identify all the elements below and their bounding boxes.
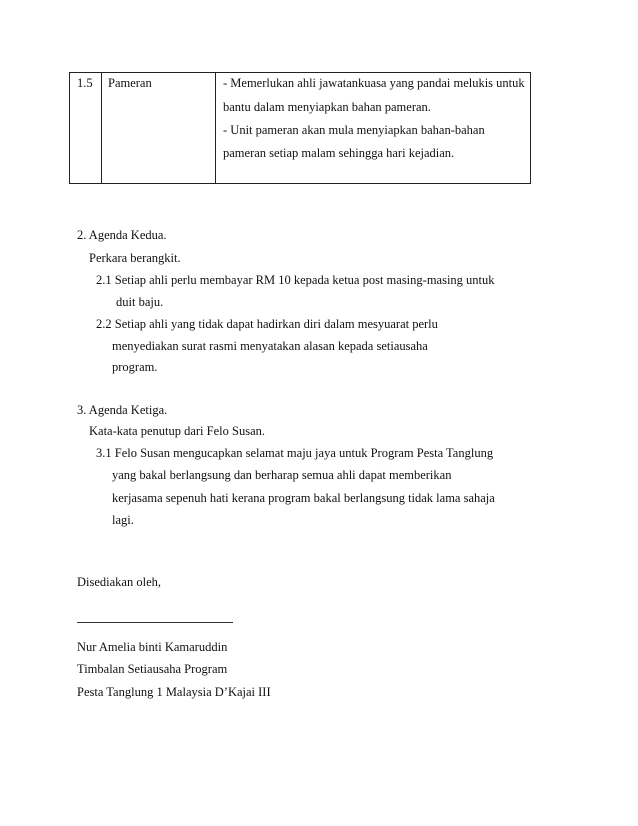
signature-line [77, 622, 233, 623]
agenda-3-item-1-cont: lagi. [112, 513, 134, 527]
agenda-2-item-2: 2.2 Setiap ahli yang tidak dapat hadirkan diri dalam mesyuarat perlu [96, 317, 438, 331]
table-cell-item [101, 73, 216, 183]
table-cell-details [216, 73, 530, 183]
detail-line: - Unit pameran akan mula menyiapkan bahan-bahan [223, 123, 485, 137]
detail-line: - Memerlukan ahli jawatankuasa yang pandai melukis untuk [223, 76, 525, 90]
agenda-3-heading: 3. Agenda Ketiga. [77, 403, 168, 417]
row-number: 1.5 [77, 76, 93, 90]
agenda-2-item-2-cont: menyediakan surat rasmi menyatakan alasan kepada setiausaha [112, 339, 428, 353]
signer-name: Nur Amelia binti Kamaruddin [77, 640, 228, 654]
agenda-2-item-1: 2.1 Setiap ahli perlu membayar RM 10 kepada ketua post masing-masing untuk [96, 273, 495, 287]
signer-title: Timbalan Setiausaha Program [77, 662, 228, 676]
agenda-2-heading: 2. Agenda Kedua. [77, 228, 167, 242]
agenda-3-item-1: 3.1 Felo Susan mengucapkan selamat maju jaya untuk Program Pesta Tanglung [96, 446, 494, 460]
agenda-2-subtitle: Perkara berangkit. [89, 251, 181, 265]
agenda-3-subtitle: Kata-kata penutup dari Felo Susan. [89, 424, 265, 438]
agenda-table [69, 72, 531, 184]
row-item: Pameran [108, 76, 152, 90]
detail-line: pameran setiap malam sehingga hari kejadian. [223, 146, 455, 160]
agenda-2-item-1-cont: duit baju. [116, 295, 164, 309]
prepared-by-label: Disediakan oleh, [77, 575, 162, 589]
event-name: Pesta Tanglung 1 Malaysia D’Kajai III [77, 685, 271, 699]
agenda-3-item-1-cont: yang bakal berlangsung dan berharap semua ahli dapat memberikan [112, 468, 452, 482]
table-cell-number [70, 73, 102, 183]
agenda-2-item-2-cont: program. [112, 360, 158, 374]
detail-line: bantu dalam menyiapkan bahan pameran. [223, 100, 431, 114]
agenda-3-item-1-cont: kerjasama sepenuh hati kerana program bakal berlangsung tidak lama sahaja [112, 491, 495, 505]
